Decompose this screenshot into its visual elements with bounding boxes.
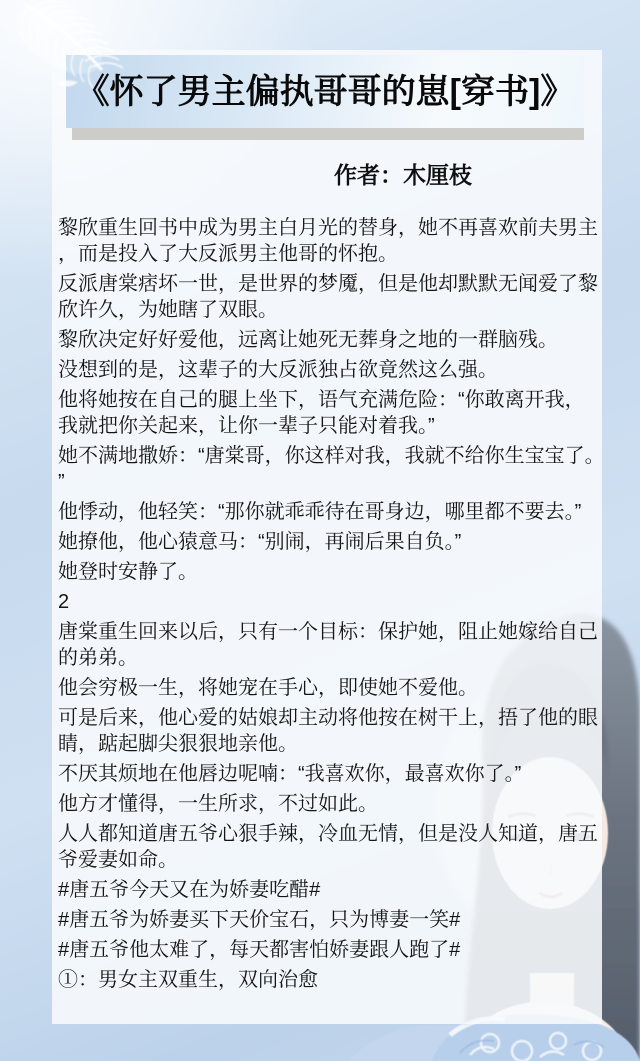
- story-paragraph: 她撩他，他心猿意马：“别闹，再闹后果自负。”: [58, 531, 462, 553]
- story-paragraph: ①：男女主双重生，双向治愈: [58, 969, 318, 991]
- title-shadow-bar: [72, 128, 584, 140]
- story-paragraph: 2: [58, 591, 70, 613]
- story-paragraph: 唐棠重生回来以后，只有一个目标：保护她，阻止她嫁给自己的弟弟。: [58, 621, 598, 669]
- story-paragraph: 黎欣重生回书中成为男主白月光的替身，她不再喜欢前夫男主，而是投入了大反派男主他哥的怀抱。: [58, 217, 598, 265]
- story-paragraph: 她不满地撒娇：“唐棠哥，你这样对我，我就不给你生宝宝了。”: [58, 445, 595, 493]
- story-paragraph: 黎欣决定好好爱他，远离让她死无葬身之地的一群脑残。: [58, 329, 558, 351]
- story-paragraph: 可是后来，他心爱的姑娘却主动将他按在树干上，捂了他的眼睛，踮起脚尖狠狠地亲他。: [58, 707, 598, 755]
- story-paragraph: 反派唐棠痞坏一世，是世界的梦魇，但是他却默默无闻爱了黎欣许久，为她瞎了双眼。: [58, 273, 598, 321]
- author-line: 作者：木厘枝: [334, 162, 472, 188]
- book-title: 《怀了男主偏执哥哥的崽[穿书]》: [75, 72, 575, 111]
- story-paragraph: #唐五爷为娇妻买下天价宝石，只为博妻一笑#: [58, 909, 461, 931]
- content-panel: [52, 50, 602, 1024]
- story-paragraph: 他会穷极一生，将她宠在手心，即使她不爱他。: [58, 677, 478, 699]
- story-paragraph: 他将她按在自己的腿上坐下，语气充满危险：“你敢离开我，我就把你关起来，让你一辈子只能对着我。”: [58, 389, 585, 437]
- story-paragraph: 没想到的是，这辈子的大反派独占欲竟然这么强。: [58, 359, 498, 381]
- story-paragraph: 他方才懂得，一生所求，不过如此。: [58, 793, 378, 815]
- story-paragraph: 不厌其烦地在他唇边呢喃：“我喜欢你，最喜欢你了。”: [58, 763, 522, 785]
- story-paragraph: 她登时安静了。: [58, 561, 198, 583]
- story-paragraph: 人人都知道唐五爷心狠手辣，冷血无情，但是没人知道，唐五爷爱妻如命。: [58, 823, 598, 871]
- story-text: [58, 215, 600, 997]
- story-paragraph: #唐五爷今天又在为娇妻吃醋#: [58, 879, 321, 901]
- story-paragraph: #唐五爷他太难了，每天都害怕娇妻跟人跑了#: [58, 939, 461, 961]
- story-paragraph: 他悸动，他轻笑：“那你就乖乖待在哥身边，哪里都不要去。”: [58, 501, 582, 523]
- feather-icon: [4, 0, 144, 102]
